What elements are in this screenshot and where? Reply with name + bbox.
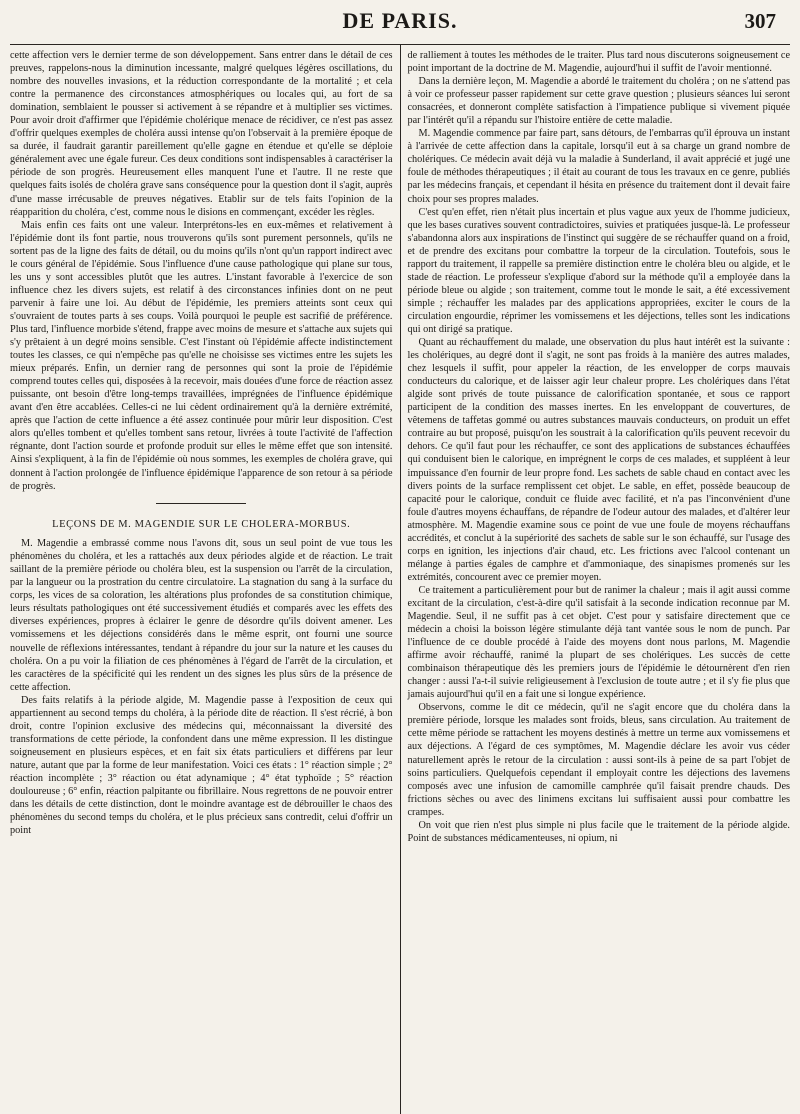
paragraph: Observons, comme le dit ce médecin, qu'il ne s'agit encore que du choléra dans la première période, lorsque les malades sont froids, bleus, sans circulation. Au traitement de cette même période se rattachent les moyens destinés à mettre un terme aux vomissemens et aux déjections. A l'égard de ces symptômes, M. Magendie déclare les avoir vus céder naturellement après le retour de la circulation : aussi sont-ils à peine de sa part l'objet de soins particuliers. Quelquefois cependant il employait contre les déjections des lavemens composés avec une infusion de camomille camphrée qu'il faisait prendre chauds. Des frictions sèches ou avec des linimens excitans lui suffisaient aussi pour combattre les crampes.: [407, 702, 790, 818]
page-header: [10, 0, 790, 45]
paragraph: cette affection vers le dernier terme de son développement. Sans entrer dans le détail de ces preuves, rappelons-nous la diminution incessante, malgré quelques légères oscillations, du nombre des nouvelles invasions, et la réduction correspondante de la mortalité ; et cela contre la permanence des circonstances atmosphériques ou locales qui, au fort de sa domination, semblaient le pousser si activement à se répandre et à multiplier ses victimes. Pour avoir droit d'affirmer que l'épidémie cholérique menace de récidiver, ce n'est pas assez d'offrir quelques exemples de choléra aussi intense qu'on l'observait à la première époque de sa durée, il faudrait garantir pareillement qu'elle gagne en étendue et qu'elle se déploie généralement avec une égale fureur. Ces deux conditions sont indispensables à caractériser la période de son progrès. Heureusement elles manquent l'une et l'autre. Il ne reste que quelques faits isolés de choléra grave sans conséquence pour la question dont il s'agit, auprès d'une masse irrécusable de preuves négatives. Etablir sur de tels faits l'opinion de la réapparition du choléra, c'est, comme nous le disions en commençant, excéder les règles.: [10, 50, 393, 218]
paragraph: C'est qu'en effet, rien n'était plus incertain et plus vague aux yeux de l'homme judicieux, que les bases curatives souvent contradictoires, suivies et pratiquées jusque-là. Le professeur s'abandonna alors aux inspirations de l'instinct qui suggère de se réchauffer quand on a froid, et de prendre des excitans pour combattre la torpeur de la circulation. Toutefois, sous le rapport du traitement, il rappelle sa première distinction entre le choléra bleu ou algide, et le stade de réaction. Le professeur s'explique d'abord sur la méthode qu'il a employée dans la période bleue ou algide ; son traitement, comme tout le monde le sait, a été excessivement simple ; réchauffer les malades par des applications appropriées, exciter le cours de la circulation engourdie, réprimer les vomissemens et les déjections, telles sont les indications qui ont dirigé sa pratique.: [407, 206, 790, 335]
paragraph: Des faits relatifs à la période algide, M. Magendie passe à l'exposition de ceux qui appartiennent au second temps du choléra, à la période dite de réaction. Il s'est récrié, à bon droit, contre l'opinion exclusive des médecins qui, méconnaissant la diversité des transformations de cette période, la confondent dans une même expression. Il les distingue soigneusement en plusieurs espèces, et en fait six états particuliers et différens par leur nature, autant que par la forme de leur manifestation. Voici ces états : 1° réaction simple ; 2° réaction incomplète ; 3° réaction ou état adynamique ; 4° état typhoïde ; 5° réaction douloureuse ; 6° enfin, réaction palpitante ou fibrillaire. Nous regrettons de ne pouvoir entrer dans les détails de cette distinction, dont le moindre avantage est de débrouiller le chaos des phénomènes du second temps du choléra, et le plus précieux sans contredit, celui d'offrir un point: [10, 694, 393, 837]
right-column: [401, 49, 791, 1114]
paragraph: On voit que rien n'est plus simple ni plus facile que le traitement de la période algide. Point de substances médicamenteuses, ni opium, ni: [407, 819, 790, 844]
paragraph: Mais enfin ces faits ont une valeur. Interprétons-les en eux-mêmes et relativement à l'épidémie dont ils font partie, nous trouverons qu'ils sont purement personnels, qu'ils ne sortent pas de la ligne des faits de détail, ou du moins qu'ils n'ont qu'un rapport indirect avec le cours général de l'épidémie. Sous l'influence d'une cause pathologique qui plane sur tous, les uns y sont accessibles plutôt que les autres. L'instant favorable à l'exercice de son influence chez les divers sujets, est relatif à des circonstances infinies dont on ne peut parvenir à faire une loi. Au début de l'épidémie, les premiers atteints sont ceux qui s'ouvraient de toutes parts à ses coups. Voilà pourquoi le peuple est sacrifié de préférence. Plus tard, l'influence morbide s'étend, frappe avec moins de mesure et s'attache aux sujets qui s'y prêtaient à un degré moins sensible. C'est l'instant où l'épidémie affecte indistinctement toutes les classes, ce qui n'empêche pas qu'elle ne choisisse ses victimes entre les sujets les mieux préparés. Enfin, un dernier rang de personnes qui sont la proie de l'épidémie comprend toutes celles qui, disposées à la recevoir, mais douées d'une force de réaction assez puissante, ont besoin d'être long-temps travaillées, imprégnées de l'influence épidémique avant d'en être accablées. Celles-ci ne lui cèdent ordinairement qu'à la dernière extrémité, après que l'action de cette influence a été assez continuée pour mûrir leur disposition. C'est alors qu'elles tombent et qu'elles tombent sans retour, livrées à toute l'activité de l'affection régnante, dont l'action sourde et profonde produit sur elles le même effet que son intensité. Ainsi s'expliquent, à la fin de l'épidémie où nous sommes, les exemples de choléra grave, qui donnent à l'action prolongée de l'influence épidémique l'apparence de son retour à sa période de progrès.: [10, 219, 393, 492]
paragraph: Dans la dernière leçon, M. Magendie a abordé le traitement du choléra ; on ne s'attend pas à voir ce professeur passer rapidement sur cette grave question ; plusieurs séances lui seront consacrées, et donneront complète satisfaction à l'impatience publique si vivement piquée par l'intérêt qu'il a répandu sur l'histoire entière de cette maladie.: [407, 76, 790, 127]
text-columns: [10, 49, 790, 1114]
section-divider: [156, 503, 246, 505]
paragraph: M. Magendie commence par faire part, sans détours, de l'embarras qu'il éprouva un instant à l'arrivée de cette affection dans la capitale, lorsqu'il eut à sa charge un grand nombre de cholériques. Ce médecin avait déjà vu la maladie à Sunderland, il avait apprécié et jugé une foule de méthodes thérapeutiques ; il était au courant de tous les travaux en ce genre, publiés par les médecins français, et cependant il hésita en présence du traitement dont il devait faire choix pour ses propres malades.: [407, 128, 790, 205]
paragraph: M. Magendie a embrassé comme nous l'avons dit, sous un seul point de vue tous les phénomènes du choléra, et les a rattachés aux deux périodes algide et de réaction. Le trait saillant de la première période ou choléra bleu, est la suspension ou l'arrêt de la circulation, par la langueur ou la prostration du centre circulatoire. La stagnation du sang à la surface du corps, les vices de sa coloration, les altérations plus profondes de sa constitution chimique, leurs résultats pathologiques ont été successivement étudiés et comparés avec les effets des diverses expériences, propres à éclairer le genre de désordre qu'ils doivent amener. Les vomissemens et les déjections considérés dans le même esprit, ont fourni une source nouvelle de réflexions intéressantes, tendant à répandre du jour sur la nature et les causes du choléra. On a pu voir la filiation de ces phénomènes à l'égard de l'arrêt de la circulation, et les caractères de la spécificité qui les rendent un des signes les plus sûrs de la présence de cette affection.: [10, 538, 393, 693]
left-column: [10, 49, 400, 1114]
page-number: 307: [744, 9, 776, 33]
paragraph: Quant au réchauffement du malade, une observation du plus haut intérêt est la suivante : les cholériques, au degré dont il s'agit, ne sont pas froids à la manière des autres malades, chez lesquels il suffit, pour appeler la réaction, de les envelopper de corps mauvais conducteurs du calorique, et de laisser agir leur chaleur propre. Les cholériques dans l'état algide sont privés de toute puissance de calorification spontanée, et sous ce rapport participent de la condition des masses inertes. En les enveloppant de couvertures, de vêtemens de taffetas gommé ou autres substances mauvais conducteurs, on produit un effet contraire au but proposé, puisqu'on les soustrait à la calorification qu'ils peuvent recevoir du dehors. Ce qu'il faut pour les réchauffer, ce sont des applications de substances échauffées qui conduisent bien le calorique, en imprégnent le corps de ces malades, et suppléent à leur impuissance d'en fournir de leur propre fond. Les sachets de sable chaud en contact avec les divers points de la surface remplissent cet objet. Le sable, en effet, possède beaucoup de capacité pour le calorique, conduit ce fluide avec facilité, et n'a pas l'inconvénient d'une foule d'autres moyens échauffans, de répandre de l'odeur autour des malades, et d'altérer leur atmosphère. M. Magendie examine sous ce point de vue une foule de moyens réchauffans accrédités, et conclut à la supériorité des sachets de sable sur le son échauffé, sur l'usage des corps en ignition, les injections d'air chaud, etc. Les frictions avec l'alcool contenant un mélange à parties égales de camphre et d'ammoniaque, des sinapismes promenés sur les extrémités, concourent avec ce premier moyen.: [407, 337, 790, 583]
paragraph: de ralliement à toutes les méthodes de le traiter. Plus tard nous discuterons soigneusement ce point important de la doctrine de M. Magendie, aujourd'hui il suffit de l'avoir mentionné.: [407, 50, 790, 75]
running-title: DE PARIS.: [342, 8, 458, 33]
paragraph: Ce traitement a particulièrement pour but de ranimer la chaleur ; mais il agit aussi comme excitant de la circulation, c'est-à-dire qu'il satisfait à la seconde indication reconnue par M. Magendie. Seul, il ne suffit pas à cet objet. C'est pour y satisfaire directement que ce médecin a choisi la boisson légère stimulante déjà tant vantée sous le nom de punch. Par l'influence de ce double procédé à l'aide des moyens dont nous parlons, M. Magendie affirme avoir réchauffé, ranimé la plupart de ses cholériques. Les succès de cette combinaison thérapeutique dès les premiers jours de l'épidémie le détournèrent d'en rien changer : aussi l'a-t-il suivie religieusement à l'exclusion de toute autre ; et il s'y fie plus que jamais aujourd'hui qu'il en a fait une si longue expérience.: [407, 584, 790, 701]
section-heading: LEÇONS DE M. MAGENDIE SUR LE CHOLERA-MORBUS.: [52, 519, 351, 531]
